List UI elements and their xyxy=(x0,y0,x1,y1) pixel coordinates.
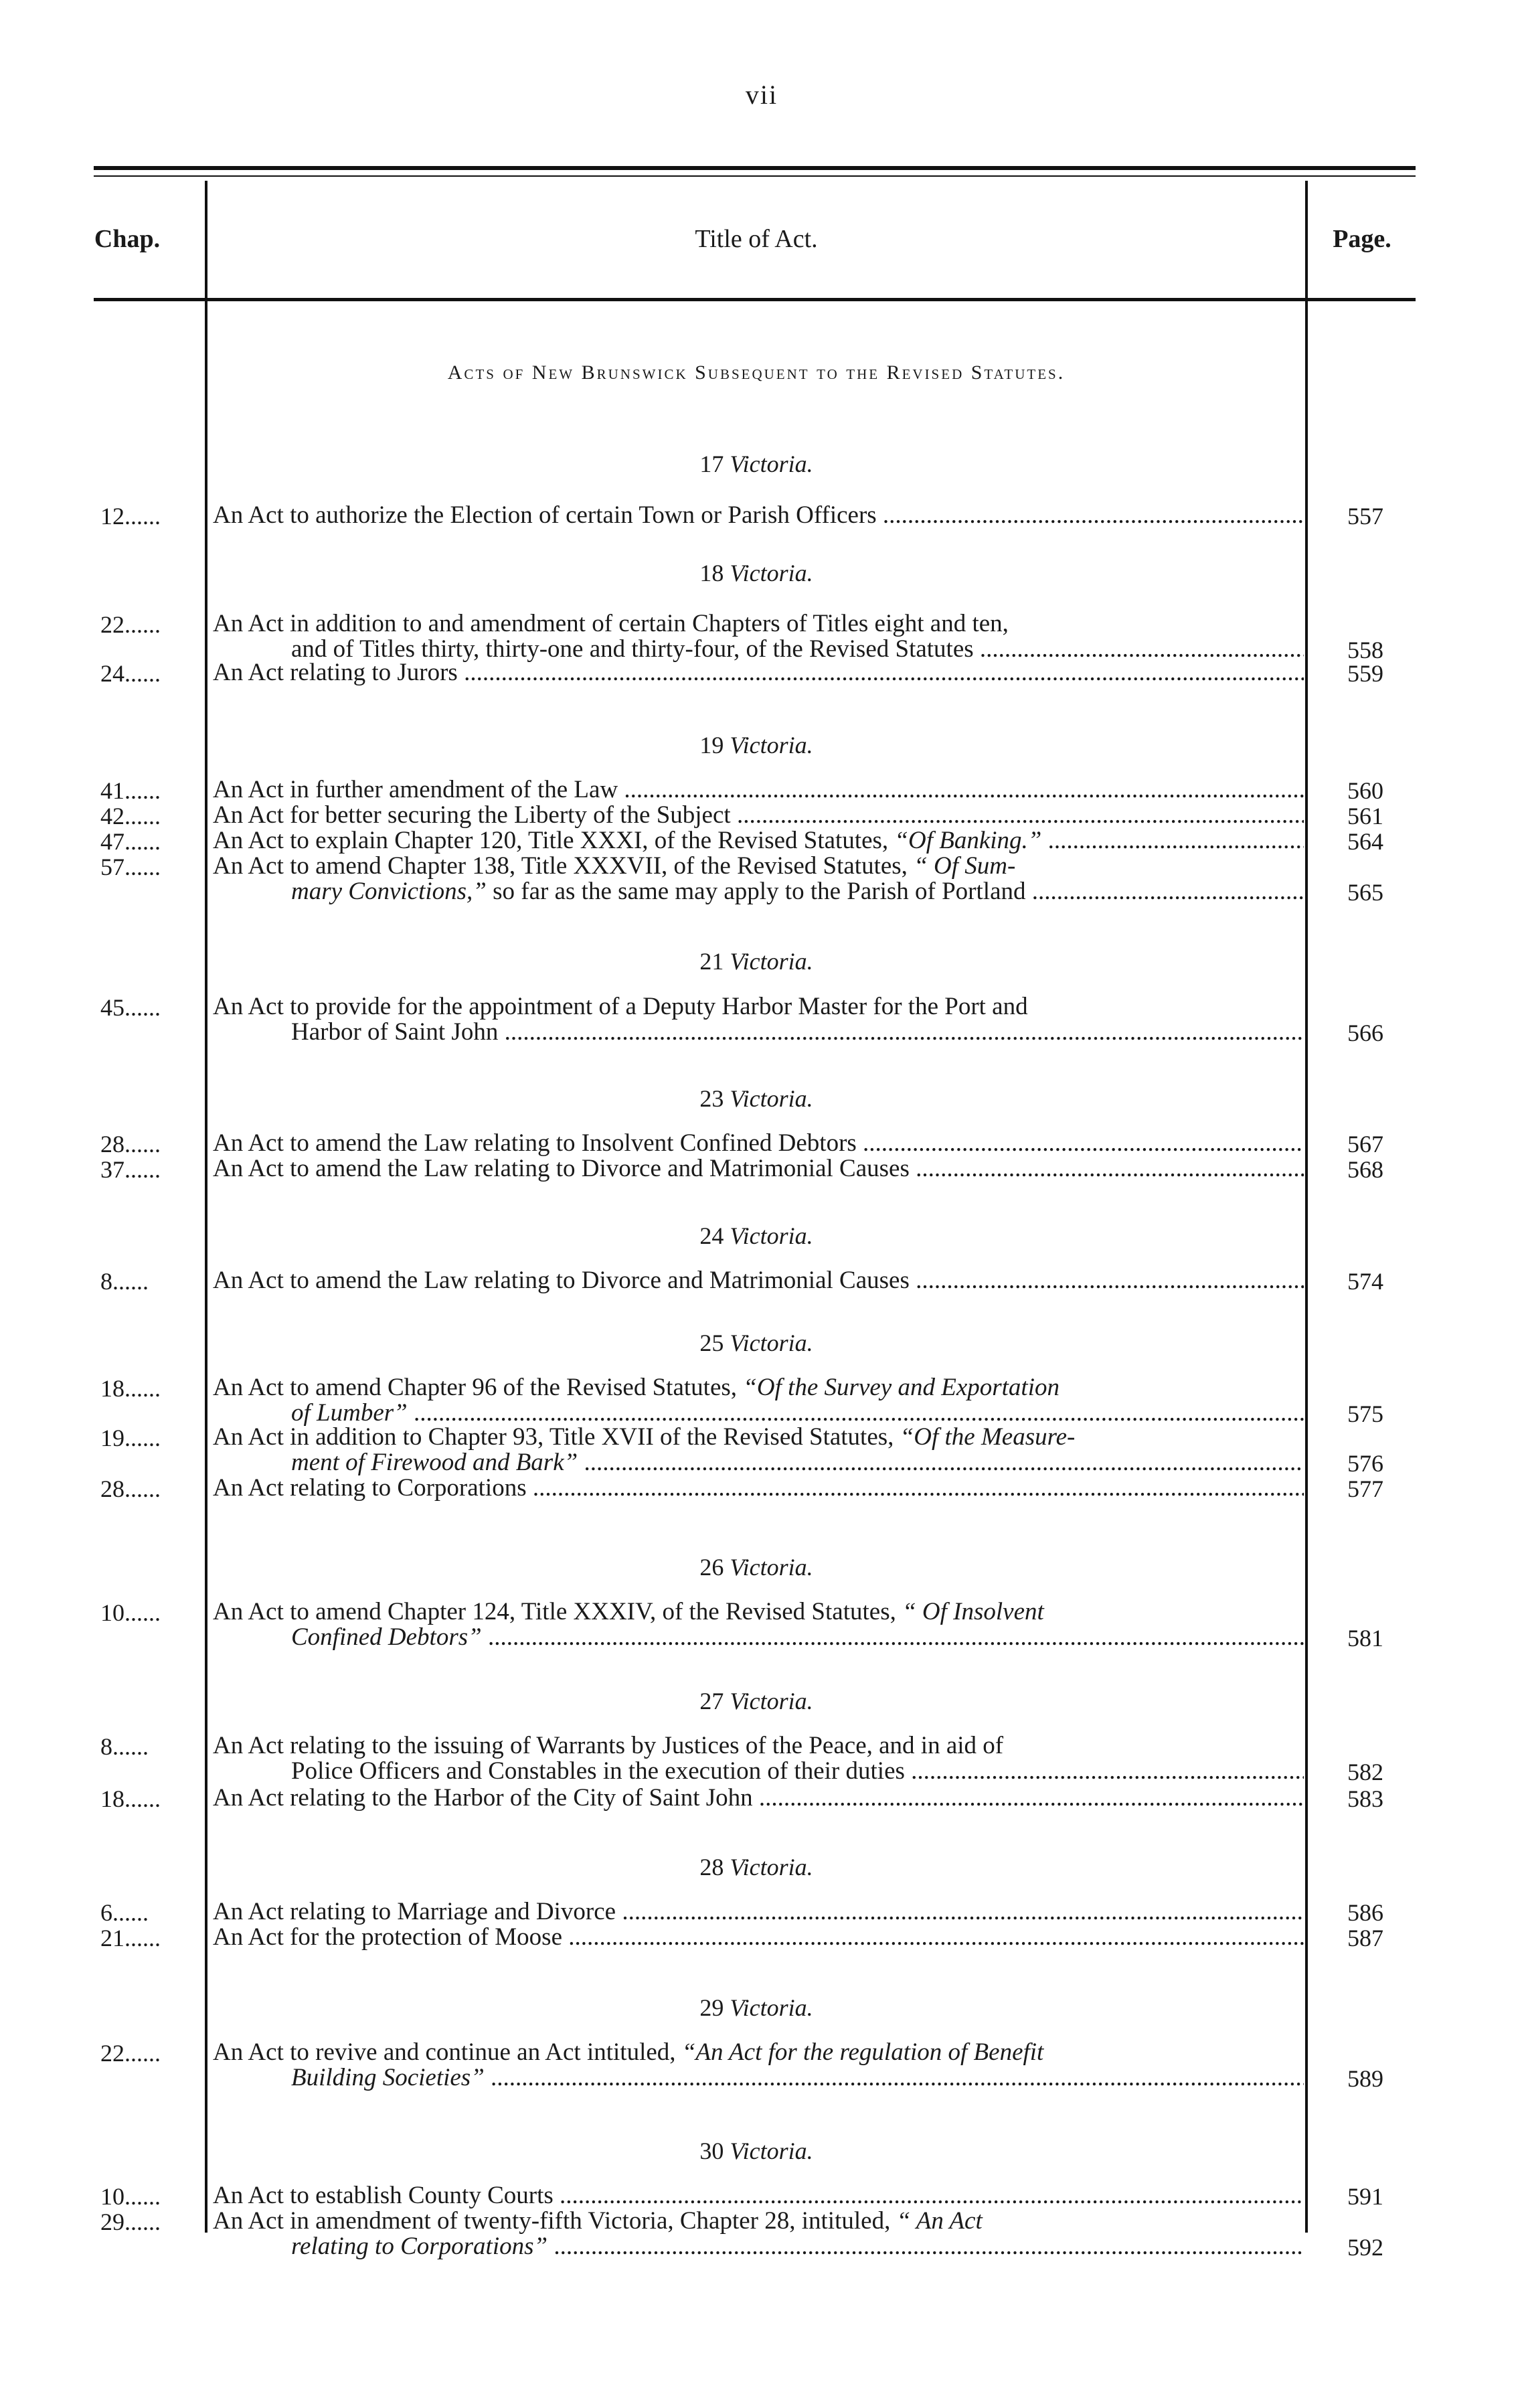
column-header-title: Title of Act. xyxy=(695,225,818,253)
page-reference: 576 xyxy=(1347,1450,1383,1477)
page-reference: 577 xyxy=(1347,1475,1383,1502)
page-reference: 564 xyxy=(1347,828,1383,855)
act-title: An Act in amendment of twenty-fifth Victoria, Chapter 28, intituled, “ An Act xyxy=(213,2208,983,2235)
page-number: vii xyxy=(745,80,778,110)
list-item xyxy=(0,1733,1524,1759)
list-item xyxy=(0,1400,1524,1427)
chapter-number: 22...... xyxy=(100,611,161,638)
year-label: Victoria. xyxy=(730,451,813,477)
page-reference: 565 xyxy=(1347,879,1383,906)
year-number: 26 xyxy=(699,1554,730,1581)
page-reference: 581 xyxy=(1347,1625,1383,1652)
act-title: ment of Firewood and Bark” ..... xyxy=(291,1449,1304,1476)
top-rule-thin xyxy=(94,175,1416,177)
section-title: Acts of New Brunswick Subsequent to the Revised Statutes. xyxy=(447,362,1066,384)
year-number: 19 xyxy=(699,732,730,758)
year-label: Victoria. xyxy=(730,1854,813,1880)
year-heading xyxy=(207,1687,1305,1715)
year-number: 23 xyxy=(699,1085,730,1112)
act-title: An Act for better securing the Liberty of the Subject ..... xyxy=(213,802,1304,829)
act-title: An Act to amend Chapter 138, Title XXXVII, of the Revised Statutes, “ Of Sum- xyxy=(213,853,1016,880)
year-number: 30 xyxy=(699,2138,730,2164)
year-heading xyxy=(207,2137,1305,2165)
act-title: Building Societies” ..... xyxy=(291,2065,1304,2091)
year-label: Victoria. xyxy=(730,2138,813,2164)
page-reference: 557 xyxy=(1347,503,1383,530)
act-title: An Act to amend the Law relating to Divorce and Matrimonial Causes ..... xyxy=(213,1267,1304,1294)
list-item xyxy=(0,802,1524,829)
act-title: and of Titles thirty, thirty-one and thirty-four, of the Revised Statutes ..... xyxy=(291,636,1304,663)
list-item xyxy=(0,878,1524,905)
act-title: An Act for the protection of Moose ..... xyxy=(213,1924,1304,1951)
list-item xyxy=(0,1424,1524,1451)
act-title: An Act in addition to and amendment of certain Chapters of Titles eight and ten, xyxy=(213,611,1009,637)
year-number: 25 xyxy=(699,1330,730,1356)
act-title: An Act to amend Chapter 124, Title XXXIV, of the Revised Statutes, “ Of Insolvent xyxy=(213,1599,1044,1625)
year-number: 28 xyxy=(699,1854,730,1880)
list-item xyxy=(0,502,1524,529)
top-rule-thick xyxy=(94,166,1416,170)
year-number: 24 xyxy=(699,1222,730,1249)
list-item xyxy=(0,1019,1524,1046)
act-title: An Act to amend the Law relating to Divorce and Matrimonial Causes ..... xyxy=(213,1155,1304,1182)
list-item xyxy=(0,1155,1524,1182)
act-title: An Act to revive and continue an Act intituled, “An Act for the regulation of Benefit xyxy=(213,2039,1044,2066)
page-reference: 568 xyxy=(1347,1156,1383,1183)
act-title: An Act to provide for the appointment of a Deputy Harbor Master for the Port and xyxy=(213,993,1028,1020)
chapter-number: 12...... xyxy=(100,503,161,530)
chapter-number: 10...... xyxy=(100,2183,161,2210)
page-reference: 560 xyxy=(1347,777,1383,804)
chapter-number: 41...... xyxy=(100,777,161,804)
year-heading xyxy=(207,731,1305,759)
chapter-number: 45...... xyxy=(100,994,161,1021)
chapter-number: 6...... xyxy=(100,1899,149,1926)
chapter-number: 37...... xyxy=(100,1156,161,1183)
list-item xyxy=(0,2065,1524,2091)
act-title: An Act in addition to Chapter 93, Title XVII of the Revised Statutes, “Of the Measure- xyxy=(213,1424,1076,1451)
list-item xyxy=(0,1899,1524,1925)
year-heading xyxy=(207,1553,1305,1581)
list-item xyxy=(0,2182,1524,2209)
list-item xyxy=(0,659,1524,686)
column-header-chap: Chap. xyxy=(94,225,161,253)
chapter-number: 57...... xyxy=(100,854,161,880)
year-heading xyxy=(207,1329,1305,1357)
chapter-number: 28...... xyxy=(100,1475,161,1502)
chapter-number: 10...... xyxy=(100,1599,161,1626)
list-item xyxy=(0,1924,1524,1951)
year-label: Victoria. xyxy=(730,1994,813,2021)
page-reference: 575 xyxy=(1347,1400,1383,1427)
act-title: An Act to amend Chapter 96 of the Revised Statutes, “Of the Survey and Exportation xyxy=(213,1374,1060,1401)
list-item xyxy=(0,2208,1524,2235)
act-title: An Act relating to the Harbor of the City of Saint John ..... xyxy=(213,1785,1304,1812)
page-reference: 592 xyxy=(1347,2234,1383,2261)
chapter-number: 47...... xyxy=(100,828,161,855)
chapter-number: 22...... xyxy=(100,2040,161,2067)
chapter-number: 8...... xyxy=(100,1733,149,1760)
page-reference: 586 xyxy=(1347,1899,1383,1926)
chapter-number: 42...... xyxy=(100,803,161,829)
act-title: relating to Corporations” ..... xyxy=(291,2233,1304,2260)
year-label: Victoria. xyxy=(730,1222,813,1249)
act-title: Harbor of Saint John ..... xyxy=(291,1019,1304,1046)
year-heading xyxy=(207,947,1305,975)
chapter-number: 29...... xyxy=(100,2209,161,2235)
list-item xyxy=(0,2233,1524,2260)
page-reference: 589 xyxy=(1347,2065,1383,2092)
list-item xyxy=(0,827,1524,854)
year-label: Victoria. xyxy=(730,1330,813,1356)
act-title: An Act to amend the Law relating to Insolvent Confined Debtors ..... xyxy=(213,1130,1304,1157)
year-label: Victoria. xyxy=(730,1688,813,1714)
act-title: Confined Debtors” ..... xyxy=(291,1624,1304,1651)
page-reference: 558 xyxy=(1347,637,1383,663)
page-reference: 574 xyxy=(1347,1268,1383,1295)
page-reference: 587 xyxy=(1347,1925,1383,1951)
chapter-number: 24...... xyxy=(100,660,161,687)
act-title: An Act relating to the issuing of Warrants by Justices of the Peace, and in aid of xyxy=(213,1733,1004,1759)
list-item xyxy=(0,1374,1524,1401)
chapter-number: 19...... xyxy=(100,1425,161,1451)
list-item xyxy=(0,1785,1524,1812)
list-item xyxy=(0,853,1524,880)
chapter-number: 18...... xyxy=(100,1785,161,1812)
year-number: 27 xyxy=(699,1688,730,1714)
list-item xyxy=(0,1624,1524,1651)
list-item xyxy=(0,1599,1524,1625)
year-number: 21 xyxy=(699,948,730,975)
page-reference: 583 xyxy=(1347,1785,1383,1812)
year-label: Victoria. xyxy=(730,560,813,586)
act-title: An Act to explain Chapter 120, Title XXXI, of the Revised Statutes, “Of Banking.” ..... xyxy=(213,827,1304,854)
year-heading xyxy=(207,1994,1305,2022)
year-heading xyxy=(207,1085,1305,1113)
chapter-number: 21...... xyxy=(100,1925,161,1951)
page-reference: 567 xyxy=(1347,1131,1383,1157)
list-item xyxy=(0,636,1524,663)
page-reference: 566 xyxy=(1347,1020,1383,1046)
list-item xyxy=(0,1267,1524,1294)
act-title: of Lumber” ..... xyxy=(291,1400,1304,1427)
act-title: Police Officers and Constables in the execution of their duties ..... xyxy=(291,1758,1304,1785)
act-title: An Act relating to Corporations ..... xyxy=(213,1475,1304,1502)
year-label: Victoria. xyxy=(730,1554,813,1581)
act-title: An Act relating to Jurors ..... xyxy=(213,659,1304,686)
act-title: mary Convictions,” so far as the same may apply to the Parish of Portland ..... xyxy=(291,878,1304,905)
list-item xyxy=(0,1130,1524,1157)
year-heading xyxy=(207,450,1305,478)
act-title: An Act in further amendment of the Law ..... xyxy=(213,777,1304,803)
chapter-number: 8...... xyxy=(100,1268,149,1295)
act-title: An Act to authorize the Election of certain Town or Parish Officers ..... xyxy=(213,502,1304,529)
year-label: Victoria. xyxy=(730,1085,813,1112)
year-heading xyxy=(207,1853,1305,1881)
page-reference: 559 xyxy=(1347,660,1383,687)
page-reference: 582 xyxy=(1347,1759,1383,1785)
year-heading xyxy=(207,559,1305,587)
page-reference: 561 xyxy=(1347,803,1383,829)
list-item xyxy=(0,1449,1524,1476)
year-number: 17 xyxy=(699,451,730,477)
act-title: An Act relating to Marriage and Divorce ..... xyxy=(213,1899,1304,1925)
year-number: 29 xyxy=(699,1994,730,2021)
page-reference: 591 xyxy=(1347,2183,1383,2210)
year-heading xyxy=(207,1222,1305,1250)
list-item xyxy=(0,1475,1524,1502)
act-title: An Act to establish County Courts ..... xyxy=(213,2182,1304,2209)
list-item xyxy=(0,2039,1524,2066)
year-label: Victoria. xyxy=(730,732,813,758)
column-header-page: Page. xyxy=(1333,225,1391,253)
list-item xyxy=(0,611,1524,637)
year-label: Victoria. xyxy=(730,948,813,975)
header-rule xyxy=(94,298,1416,301)
list-item xyxy=(0,993,1524,1020)
year-number: 18 xyxy=(699,560,730,586)
chapter-number: 28...... xyxy=(100,1131,161,1157)
list-item xyxy=(0,777,1524,803)
list-item xyxy=(0,1758,1524,1785)
chapter-number: 18...... xyxy=(100,1375,161,1402)
